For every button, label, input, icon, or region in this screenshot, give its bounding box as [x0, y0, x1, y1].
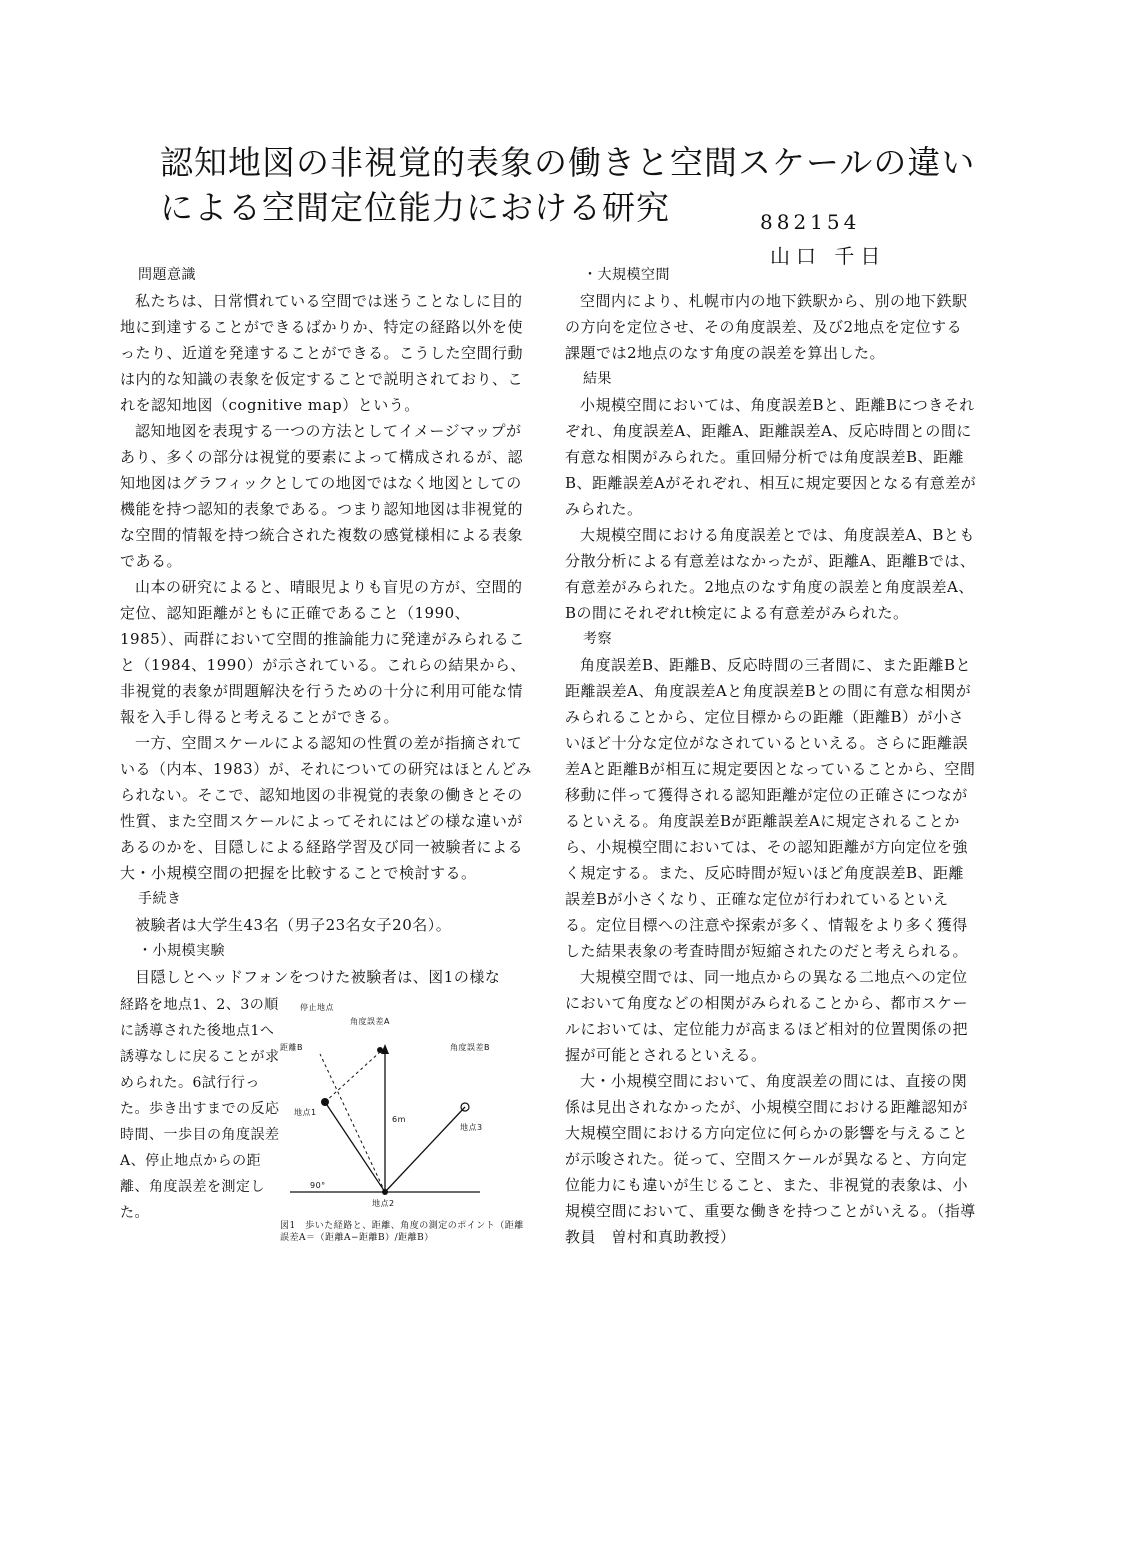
paragraph: 山本の研究によると、晴眼児よりも盲児の方が、空間的定位、認知距離がともに正確であること（1990、1985）、両群において空間的推論能力に発達がみられること（1984、1990）が示されている。これらの結果から、非視覚的表象が問題解決を行うための十分に利用可能な情報を入手し得ると考えることができる。 [120, 578, 526, 726]
paragraph: 目隠しとヘッドフォンをつけた被験者は、図1の様な [135, 968, 501, 986]
paragraph: 認知地図を表現する一つの方法としてイメージマップがあり、多くの部分は視覚的要素によって構成されるが、認知地図はグラフィックとしての地図ではなく地図としての機能を持つ認知的表象である。つまり認知地図は非視覚的な空間的情報を持つ統合された複数の感覚様相による表象である。 [120, 422, 524, 570]
section-heading: 手続き [138, 891, 182, 907]
point-1-marker [321, 1098, 329, 1106]
section-heading: 問題意識 [138, 267, 196, 283]
paragraph: 一方、空間スケールによる認知の性質の差が指摘されている（内本、1983）が、それについての研究はほとんどみられない。そこで、認知地図の非視覚的表象の働きとその性質、また空間スケールによってそれにはどの様な違いがあるのかを、目隠しによる経路学習及び同一被験者による大・小規模空間の把握を比較することで検討する。 [120, 734, 532, 882]
label-stop-point: 停止地点 [300, 1003, 334, 1012]
paragraph: 大・小規模空間において、角度誤差の間には、直接の関係は見出されなかったが、小規模空間における距離認知が大規模空間における方向定位に何らかの影響を与えることが示唆された。従って、空間スケールが異なると、方向定位能力にも違いが生じること、また、非視覚的表象は、小規模空間において、重要な働きを持つことがいえる。（指導教員 曽村和真助教授） [565, 1072, 976, 1246]
paragraph: 大規模空間では、同一地点からの異なる二地点への定位において角度などの相関がみられることから、都市スケールにおいては、定位能力が高まるほど相対的位置関係の把握が可能とされるといえる。 [565, 968, 969, 1064]
label-point-2: 地点2 [372, 1199, 395, 1208]
point-2-marker [382, 1189, 388, 1195]
label-angle-error-a: 角度誤差A [350, 1017, 390, 1026]
author-name: 山口 千日 [770, 244, 887, 268]
section-heading: ・大規模空間 [583, 267, 670, 283]
section-heading: ・小規模実験 [138, 943, 225, 959]
section-heading: 結果 [583, 371, 612, 387]
stop-point-marker [377, 1047, 383, 1053]
angle-line [320, 1054, 385, 1192]
label-point-1: 地点1 [294, 1108, 317, 1117]
paragraph: 私たちは、日常慣れている空間では迷うことなしに目的地に到達することができるばかりか、特定の経路以外を使ったり、近道を発達することができる。こうした空間行動は内的な知識の表象を仮定することで説明されており、これを認知地図（cognitive map）という。 [120, 292, 524, 414]
label-90-degree: 90° [310, 1181, 326, 1190]
label-distance-b: 距離B [280, 1043, 303, 1052]
paragraph: 空間内により、札幌市内の地下鉄駅から、別の地下鉄駅の方向を定位させ、その角度誤差、及び2地点を定位する課題では2地点のなす角度の誤差を算出した。 [565, 292, 968, 362]
distance-b-line [325, 1052, 380, 1102]
paragraph: 小規模空間においては、角度誤差Bと、距離Bにつきそれぞれ、角度誤差A、距離A、距離誤差A、反応時間との間に有意な相関がみられた。重回帰分析では角度誤差B、距離B、距離誤差Aがそれぞれ、相互に規定要因となる有意差がみられた。 [565, 396, 977, 518]
figure-side-text: 経路を地点1、2、3の順に誘導された後地点1へ誘導なしに戻ることが求められた。6試行行った。歩き出すまでの反応時間、一歩目の角度誤差A、停止地点からの距離、角度誤差を測定した。 [120, 997, 280, 1221]
label-point-3: 地点3 [460, 1123, 483, 1132]
paragraph: 大規模空間における角度誤差とでは、角度誤差A、Bとも分散分析による有意差はなかったが、距離A、距離Bでは、有意差がみられた。2地点のなす角度の誤差と角度誤差A、Bの間にそれぞれt検定による有意差がみられた。 [565, 526, 976, 622]
label-6m: 6m [392, 1115, 406, 1124]
figure-caption: 図1 歩いた経路と、距離、角度の測定のポイント（距離誤差A＝（距離A−距離B）/距離B） [280, 1221, 524, 1243]
label-angle-error-b: 角度誤差B [450, 1043, 490, 1052]
student-id: 882154 [760, 210, 861, 234]
figure-1 [120, 992, 532, 1252]
right-column [565, 262, 977, 1250]
left-column [120, 262, 532, 1252]
paragraph: 被験者は大学生43名（男子23名女子20名）。 [135, 916, 452, 934]
paragraph: 角度誤差B、距離B、反応時間の三者間に、また距離Bと距離誤差A、角度誤差Aと角度誤差Bとの間に有意な相関がみられることから、定位目標からの距離（距離B）が小さいほど十分な定位がなされているといえる。さらに距離誤差Aと距離Bが相互に規定要因となっていることから、空間移動に伴って獲得される認知距離が定位の正確さにつながるといえる。角度誤差Bが距離誤差Aに規定されることから、小規模空間においては、その認知距離が方向定位を強く規定する。また、反応時間が短いほど角度誤差B、距離誤差Bが小さくなり、正確な定位が行われているといえる。定位目標への注意や探索が多く、情報をより多く獲得した結果表象の考査時間が短縮されたのだと考えられる。 [565, 656, 976, 960]
route-diagram [280, 992, 530, 1232]
route-segment [325, 1102, 385, 1192]
section-heading: 考察 [583, 631, 612, 647]
paper-title: 認知地図の非視覚的表象の働きと空間スケールの違いによる空間定位能力における研究 [160, 143, 976, 227]
